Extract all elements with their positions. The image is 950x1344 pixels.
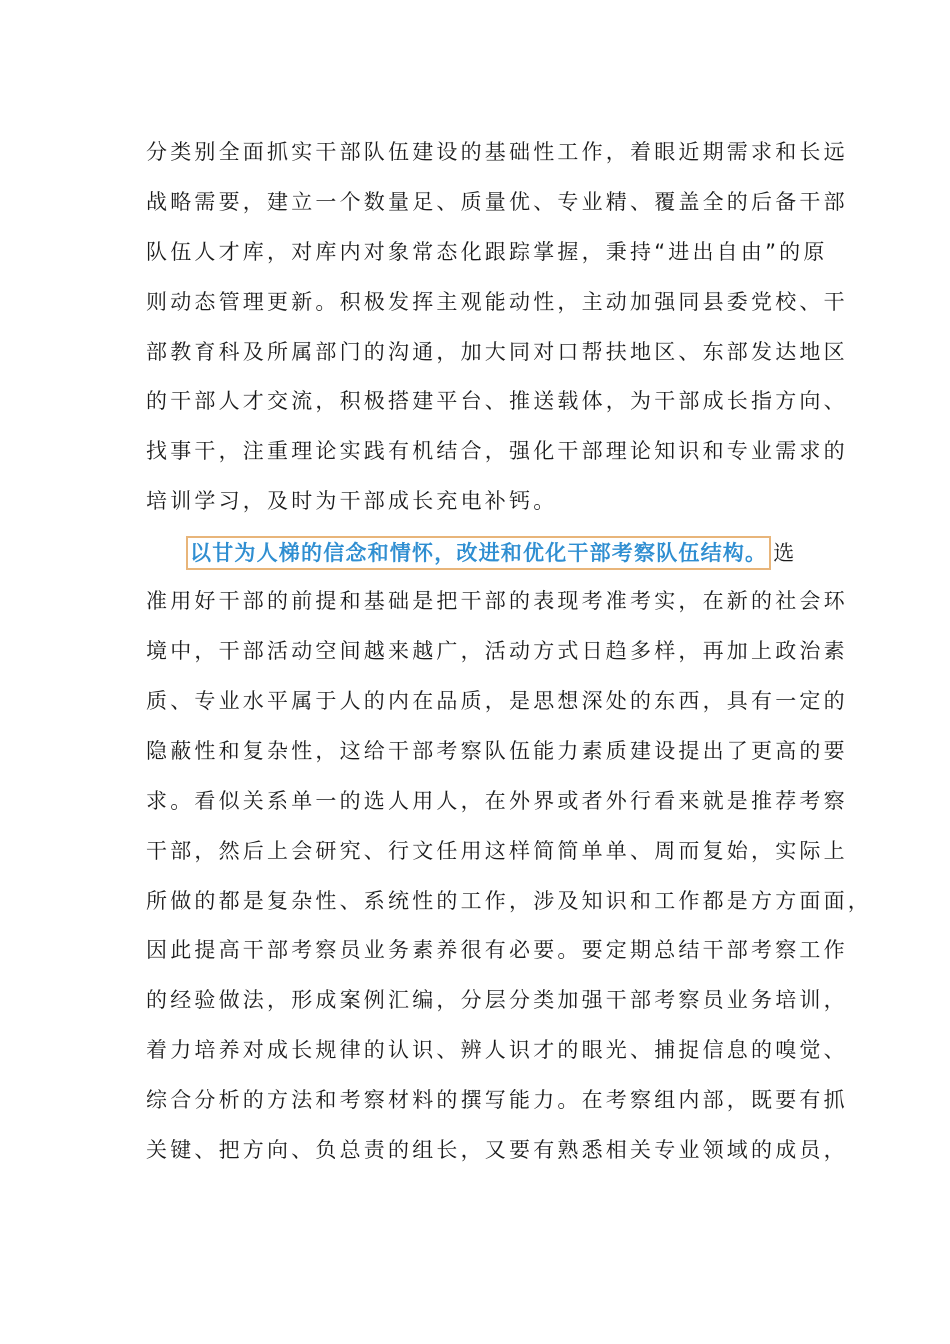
text-line: 培训学习，及时为干部成长充电补钙。 <box>146 489 558 513</box>
heading-tail-text: 选 <box>773 541 795 565</box>
text-line: 综合分析的方法和考察材料的撰写能力。在考察组内部，既要有抓 <box>146 1088 848 1112</box>
text-line: 因此提高干部考察员业务素养很有必要。要定期总结干部考察工作 <box>146 938 848 962</box>
text-line: 所做的都是复杂性、系统性的工作，涉及知识和工作都是方方面面， <box>146 889 872 913</box>
text-line: 的经验做法，形成案例汇编，分层分类加强干部考察员业务培训， <box>146 988 848 1012</box>
text-line: 境中，干部活动空间越来越广，活动方式日趋多样，再加上政治素 <box>146 639 848 663</box>
text-line: 准用好干部的前提和基础是把干部的表现考准考实，在新的社会环 <box>146 589 848 613</box>
text-line: 战略需要，建立一个数量足、质量优、专业精、覆盖全的后备干部 <box>146 190 848 214</box>
text-line: 隐蔽性和复杂性，这给干部考察队伍能力素质建设提出了更高的要 <box>146 739 848 763</box>
text-line: 质、专业水平属于人的内在品质，是思想深处的东西，具有一定的 <box>146 689 848 713</box>
text-line: 找事干，注重理论实践有机结合，强化干部理论知识和专业需求的 <box>146 439 848 463</box>
text-line: 则动态管理更新。积极发挥主观能动性，主动加强同县委党校、干 <box>146 290 848 314</box>
text-line: 部教育科及所属部门的沟通，加大同对口帮扶地区、东部发达地区 <box>146 340 848 364</box>
text-line: 关键、把方向、负总责的组长，又要有熟悉相关专业领域的成员， <box>146 1138 848 1162</box>
section-heading: 以甘为人梯的信念和情怀，改进和优化干部考察队伍结构。 <box>186 536 771 570</box>
text-line: 队伍人才库，对库内对象常态化跟踪掌握，秉持“进出自由”的原 <box>146 240 828 264</box>
text-line: 求。看似关系单一的选人用人，在外界或者外行看来就是推荐考察 <box>146 789 848 813</box>
text-line: 的干部人才交流，积极搭建平台、推送载体，为干部成长指方向、 <box>146 389 848 413</box>
text-line: 干部，然后上会研究、行文任用这样简简单单、周而复始，实际上 <box>146 839 848 863</box>
text-line: 着力培养对成长规律的认识、辨人识才的眼光、捕捉信息的嗅觉、 <box>146 1038 848 1062</box>
text-line: 分类别全面抓实干部队伍建设的基础性工作，着眼近期需求和长远 <box>146 140 848 164</box>
heading-line <box>186 536 794 570</box>
